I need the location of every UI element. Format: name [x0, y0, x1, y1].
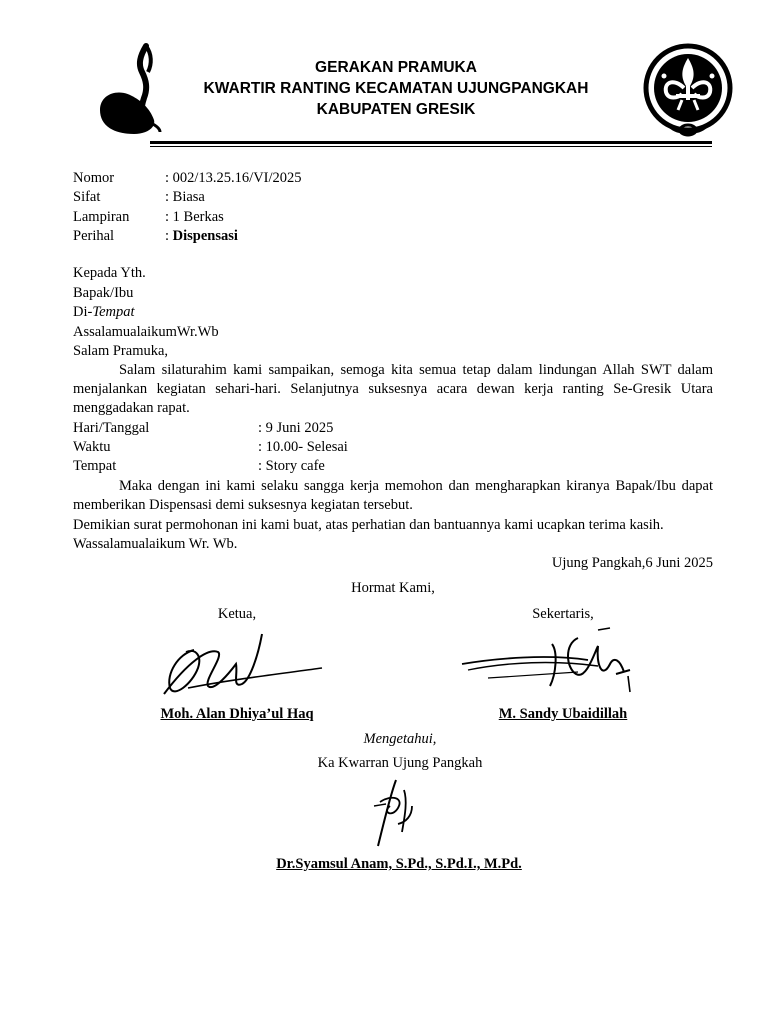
- greeting: AssalamualaikumWr.Wb: [73, 324, 219, 340]
- meta-label-lampiran: Lampiran: [73, 209, 130, 225]
- meta-value-nomor: : 002/13.25.16/VI/2025: [165, 170, 302, 186]
- scout-emblem-logo-icon: [640, 42, 736, 138]
- meta-sep-perihal: :: [165, 228, 173, 244]
- sekretaris-role: Sekertaris,: [532, 606, 594, 622]
- closing-salutation: Wassalamualaikum Wr. Wb.: [73, 536, 238, 552]
- ka-kwarran-role: Ka Kwarran Ujung Pangkah: [317, 755, 483, 771]
- ketua-name: Moh. Alan Dhiya’ul Haq: [160, 706, 314, 722]
- meta-value-lampiran: : 1 Berkas: [165, 209, 224, 225]
- ketua-role: Ketua,: [217, 606, 257, 622]
- body-paragraph-1: Salam silaturahim kami sampaikan, semoga kita semua tetap dalam lindungan Allah SWT dalam menjalankan kegiatan sehari-hari. Selanjutnya suksesnya acara dewan kerja ranting Se-Gresik Utara menggadakan rapat.: [73, 362, 713, 417]
- org-name: GERAKAN PRAMUKA: [315, 59, 477, 76]
- body-paragraph-3: Demikian surat permohonan ini kami buat, atas perhatian dan bantuannya kami ucapkan terima kasih.: [73, 517, 664, 533]
- tunas-kelapa-logo-icon: [94, 42, 164, 138]
- meta-label-nomor: Nomor: [73, 170, 115, 186]
- meta-value-sifat: : Biasa: [165, 189, 205, 205]
- recipient-line1: Kepada Yth.: [73, 265, 146, 281]
- ketua-signature-icon: [158, 628, 328, 698]
- detail-value-time: : 10.00- Selesai: [258, 439, 348, 455]
- place-date: Ujung Pangkah,6 Juni 2025: [551, 555, 713, 571]
- recipient-line2: Bapak/Ibu: [73, 285, 134, 301]
- di-prefix: Di-: [73, 304, 93, 320]
- detail-label-date: Hari/Tanggal: [73, 420, 150, 436]
- ka-kwarran-name: Dr.Syamsul Anam, S.Pd., S.Pd.I., M.Pd.: [276, 856, 522, 872]
- letterhead-rule-thick: [150, 141, 712, 144]
- di-place: Tempat: [92, 304, 135, 320]
- branch-name: KWARTIR RANTING KECAMATAN UJUNGPANGKAH: [203, 80, 589, 97]
- detail-label-time: Waktu: [73, 439, 111, 455]
- body-paragraph-2: Maka dengan ini kami selaku sangga kerja memohon dan mengharapkan kiranya Bapak/Ibu dapat memberikan Dispensasi demi suksesnya kegiatan tersebut.: [73, 478, 713, 514]
- meta-label-perihal: Perihal: [73, 228, 115, 244]
- ka-kwarran-signature-icon: [368, 776, 424, 850]
- letterhead-title: [160, 57, 632, 120]
- salam-pramuka: Salam Pramuka,: [73, 343, 169, 359]
- meta-value-perihal: [165, 227, 238, 246]
- detail-label-place: Tempat: [73, 458, 117, 474]
- recipient-place: [73, 303, 135, 322]
- detail-value-place: : Story cafe: [258, 458, 325, 474]
- sekretaris-signature-icon: [458, 624, 644, 696]
- regency-name: KABUPATEN GRESIK: [316, 101, 476, 118]
- letterhead-rule-thin: [150, 146, 712, 147]
- meta-label-sifat: Sifat: [73, 189, 101, 205]
- mengetahui-label: Mengetahui,: [363, 731, 437, 747]
- detail-value-date: : 9 Juni 2025: [258, 420, 334, 436]
- hormat-kami: Hormat Kami,: [351, 580, 435, 596]
- subject-text: Dispensasi: [172, 228, 238, 244]
- sekretaris-name: M. Sandy Ubaidillah: [498, 706, 628, 722]
